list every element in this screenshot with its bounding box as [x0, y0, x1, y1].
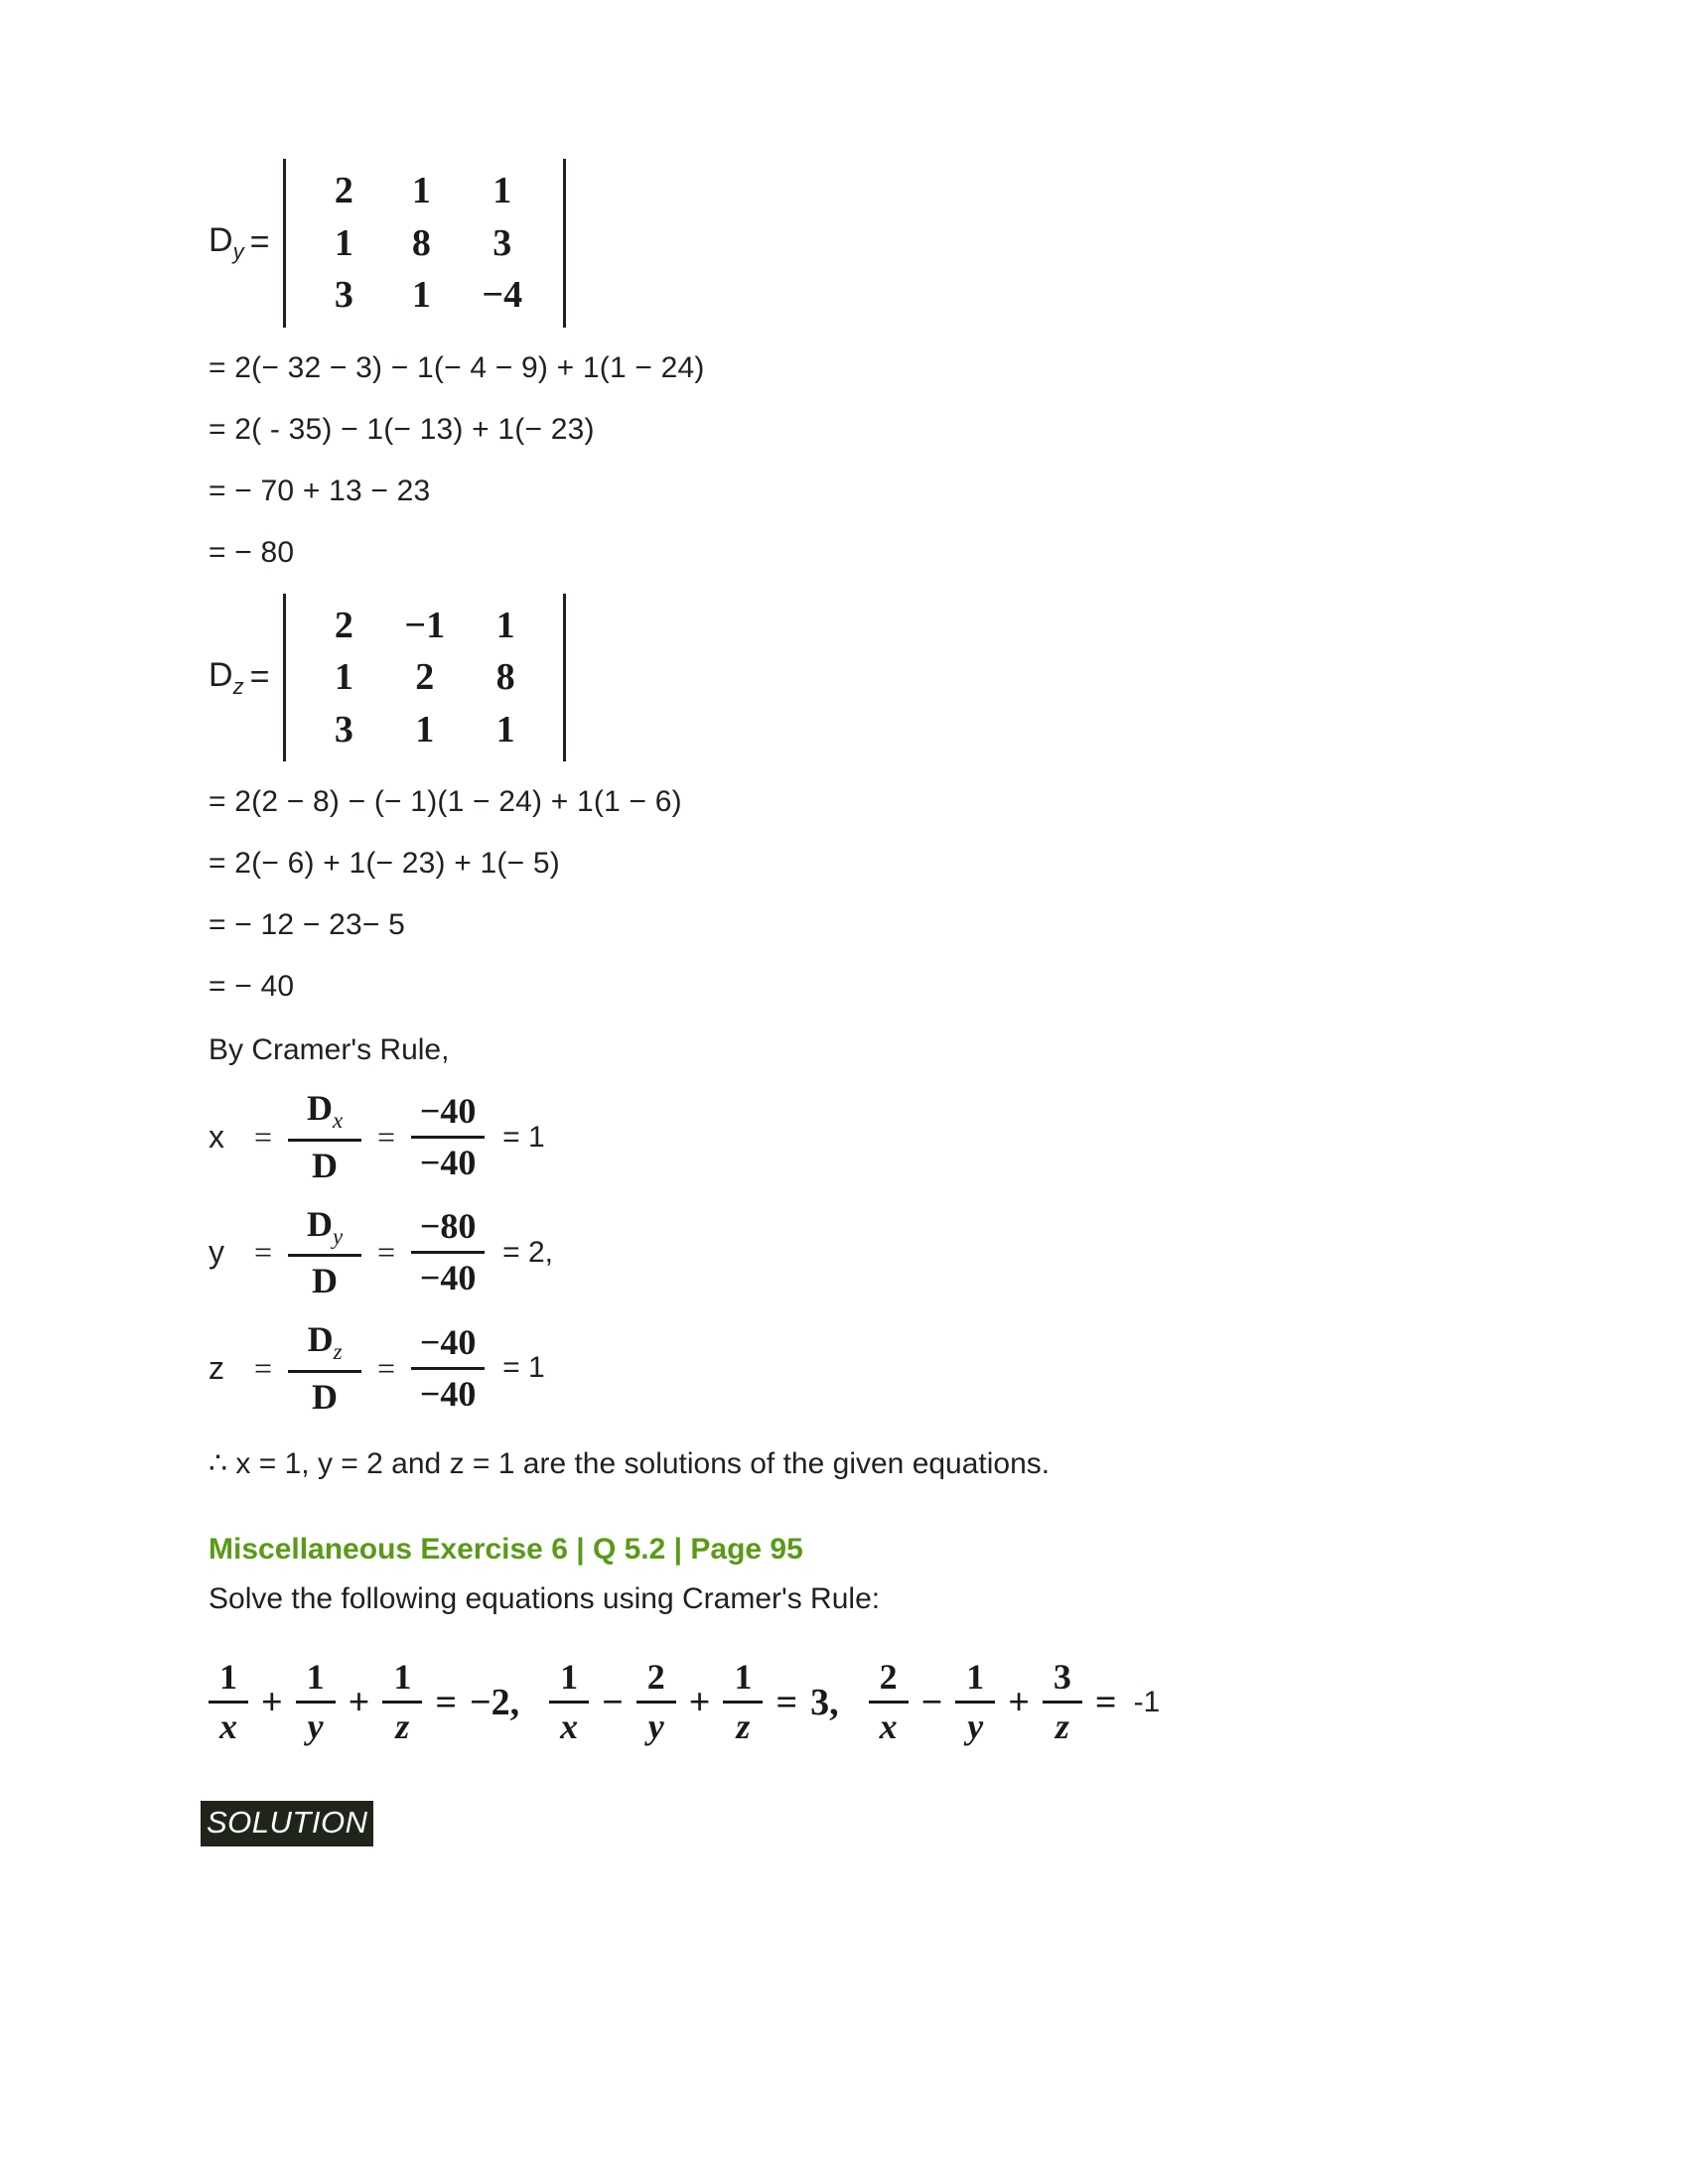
numerator: 1	[966, 1656, 985, 1697]
q-eq1-term2	[296, 1658, 336, 1747]
fraction-bar	[296, 1701, 336, 1704]
cramer-fraction-dy-d	[288, 1203, 361, 1302]
cramer-denominator-d: D	[312, 1376, 339, 1417]
cramer-result-y	[502, 1236, 553, 1270]
cramer-result-value-y: 2,	[527, 1235, 553, 1269]
q-eq3-term1	[869, 1658, 909, 1747]
matrix-cell: 8	[495, 656, 515, 699]
q-eq3-rhs: -1	[1133, 1685, 1161, 1718]
matrix-cell: −4	[482, 274, 523, 317]
cramer-numerator-dy	[299, 1203, 351, 1251]
cramer-fraction-dx-d	[288, 1087, 361, 1186]
dz-step-3: = − 12 − 23− 5	[209, 908, 405, 942]
cramer-equals-z-3: =	[502, 1351, 520, 1385]
table-row	[305, 165, 544, 217]
determinant-dz-letter: D	[209, 655, 233, 694]
matrix-cell: 1	[334, 221, 353, 264]
q-eq1-op2: +	[348, 1681, 370, 1723]
fraction-bar	[209, 1701, 248, 1704]
fraction-bar	[382, 1701, 422, 1704]
cramer-fraction-dz-d	[288, 1318, 361, 1418]
matrix-cell: 3	[334, 708, 353, 751]
cramer-result-value-z: 1	[527, 1351, 545, 1385]
content-column	[195, 149, 1515, 1846]
cramer-result-x	[502, 1121, 545, 1155]
fraction-bar	[411, 1136, 485, 1139]
denominator: z	[395, 1706, 410, 1747]
fraction-bar	[411, 1251, 485, 1254]
dz-step-2: = 2(− 6) + 1(− 23) + 1(− 5)	[209, 847, 560, 881]
table-row	[305, 217, 544, 270]
solution-badge: SOLUTION	[201, 1801, 373, 1846]
matrix-cell: 2	[334, 604, 353, 646]
matrix-cell: 1	[495, 604, 515, 646]
cramer-equals-y-3: =	[502, 1235, 520, 1269]
cramer-num-subscript: x	[332, 1108, 344, 1134]
q-eq1-term3	[382, 1658, 422, 1747]
cramer-value-fraction-y	[411, 1205, 485, 1299]
dy-step-1: = 2(− 32 − 3) − 1(− 4 − 9) + 1(1 − 24)	[209, 350, 705, 384]
matrix-cell: 1	[492, 170, 512, 211]
q-eq3-term2	[955, 1658, 995, 1747]
numerator: 1	[219, 1656, 237, 1697]
cramer-value-num-z: −40	[419, 1321, 477, 1362]
cramer-value-fraction-x	[411, 1090, 485, 1184]
determinant-dy	[209, 159, 1515, 328]
matrix-cell: 3	[492, 221, 512, 264]
dy-step-4: = − 80	[209, 535, 295, 569]
matrix-cell: 8	[411, 221, 431, 264]
cramer-value-den-y: −40	[419, 1258, 477, 1298]
fraction-bar	[288, 1370, 361, 1373]
q-eq1-rhs: −2,	[469, 1681, 520, 1723]
q-eq2-op2: +	[688, 1681, 711, 1723]
denominator: x	[219, 1706, 237, 1747]
cramer-num-letter: D	[306, 1088, 333, 1129]
q-eq1-term1	[209, 1658, 248, 1747]
q-eq2-term3	[723, 1658, 763, 1747]
cramer-equals-y-1: =	[254, 1234, 273, 1271]
denominator: y	[307, 1706, 324, 1747]
denominator: z	[1055, 1706, 1069, 1747]
cramer-row-x	[209, 1081, 1515, 1192]
determinant-dy-subscript: y	[232, 238, 244, 264]
denominator: x	[560, 1706, 579, 1747]
matrix-cell: 1	[495, 708, 515, 751]
numerator: 2	[646, 1656, 665, 1697]
q-eq2-term1	[549, 1658, 589, 1747]
cramer-numerator-dz	[300, 1318, 351, 1366]
matrix-cell: 2	[334, 170, 353, 211]
numerator: 2	[879, 1656, 898, 1697]
table-row	[305, 704, 544, 756]
matrix-cell: 1	[415, 708, 435, 751]
cramer-equals-z-1: =	[254, 1349, 273, 1386]
fraction-bar	[955, 1701, 995, 1704]
determinant-dz	[209, 594, 1515, 762]
cramer-equals-y-2: =	[377, 1234, 396, 1271]
q-eq1-op1: +	[261, 1681, 283, 1723]
matrix-cell: −1	[404, 604, 446, 646]
q-eq2-equals: =	[775, 1681, 798, 1723]
matrix-cell: 3	[334, 274, 353, 317]
solution-conclusion: ∴ x = 1, y = 2 and z = 1 are the solutions of the given equations.	[209, 1446, 1051, 1480]
cramer-denominator-d: D	[312, 1145, 339, 1185]
cramer-equals-z-2: =	[377, 1349, 396, 1386]
cramer-variable-z: z	[209, 1349, 224, 1386]
question-equation	[209, 1648, 1515, 1757]
cramer-value-num-y: −80	[419, 1206, 477, 1247]
cramer-num-letter: D	[307, 1319, 334, 1360]
denominator: y	[647, 1706, 664, 1747]
cramer-equals-x-2: =	[377, 1119, 396, 1155]
cramer-num-subscript: y	[332, 1223, 344, 1249]
cramer-rule-intro: By Cramer's Rule,	[209, 1033, 450, 1067]
cramer-value-fraction-z	[411, 1321, 485, 1416]
matrix-cell: 1	[334, 656, 353, 699]
fraction-bar	[411, 1367, 485, 1370]
table-row	[305, 269, 544, 322]
fraction-bar	[549, 1701, 589, 1704]
fraction-bar	[288, 1254, 361, 1257]
numerator: 1	[393, 1656, 412, 1697]
cramer-denominator-d: D	[312, 1261, 339, 1301]
cramer-numerator-dx	[299, 1087, 351, 1135]
determinant-dy-equals: =	[249, 223, 270, 262]
question-prompt: Solve the following equations using Cramer's Rule:	[209, 1581, 881, 1615]
q-eq1-equals: =	[435, 1681, 457, 1723]
dy-step-3: = − 70 + 13 − 23	[209, 474, 431, 507]
numerator: 1	[734, 1656, 753, 1697]
numerator: 3	[1053, 1656, 1071, 1697]
cramer-variable-y: y	[209, 1234, 224, 1271]
dz-step-1: = 2(2 − 8) − (− 1)(1 − 24) + 1(1 − 6)	[209, 785, 682, 819]
cramer-equals-x-1: =	[254, 1119, 273, 1155]
cramer-value-den-x: −40	[419, 1143, 477, 1182]
fraction-bar	[288, 1139, 361, 1142]
cramer-equals-x-3: =	[502, 1120, 520, 1154]
matrix-cell: 2	[415, 656, 435, 699]
cramer-value-den-z: −40	[419, 1373, 477, 1414]
q-eq2-rhs: 3,	[810, 1681, 839, 1723]
dz-step-4: = − 40	[209, 970, 295, 1004]
determinant-dz-subscript: z	[232, 673, 244, 699]
matrix-cell: 1	[411, 274, 431, 317]
q-eq3-term3	[1043, 1658, 1082, 1747]
cramer-result-z	[502, 1351, 545, 1385]
cramer-row-z	[209, 1312, 1515, 1424]
solution-badge-wrapper	[195, 1757, 1515, 1846]
cramer-variable-x: x	[209, 1119, 224, 1155]
q-eq3-op1: −	[920, 1681, 943, 1723]
cramer-row-y	[209, 1197, 1515, 1308]
matrix-cell: 1	[411, 170, 431, 211]
denominator: z	[736, 1706, 751, 1747]
determinant-dz-equals: =	[249, 657, 270, 696]
dy-step-2: = 2( - 35) − 1(− 13) + 1(− 23)	[209, 412, 595, 446]
cramer-num-subscript: z	[333, 1339, 343, 1365]
fraction-bar	[1043, 1701, 1082, 1704]
exercise-heading: Miscellaneous Exercise 6 | Q 5.2 | Page 95	[209, 1532, 803, 1566]
denominator: y	[967, 1706, 984, 1747]
cramer-value-num-x: −40	[419, 1090, 477, 1131]
table-row	[305, 600, 544, 652]
q-eq2-term2	[636, 1658, 676, 1747]
fraction-bar	[869, 1701, 909, 1704]
determinant-dy-label	[209, 221, 244, 265]
numerator: 1	[560, 1656, 579, 1697]
cramer-num-letter: D	[306, 1203, 333, 1244]
fraction-bar	[636, 1701, 676, 1704]
determinant-dy-letter: D	[209, 220, 233, 259]
numerator: 1	[306, 1656, 325, 1697]
determinant-dz-label	[209, 656, 244, 700]
denominator: x	[879, 1706, 898, 1747]
determinant-dz-matrix	[283, 594, 566, 762]
table-row	[305, 651, 544, 704]
cramer-result-value-x: 1	[527, 1120, 545, 1154]
q-eq3-equals: =	[1094, 1681, 1117, 1723]
determinant-dy-matrix	[283, 159, 566, 328]
q-eq3-op2: +	[1008, 1681, 1030, 1723]
fraction-bar	[723, 1701, 763, 1704]
q-eq2-op1: −	[602, 1681, 624, 1723]
